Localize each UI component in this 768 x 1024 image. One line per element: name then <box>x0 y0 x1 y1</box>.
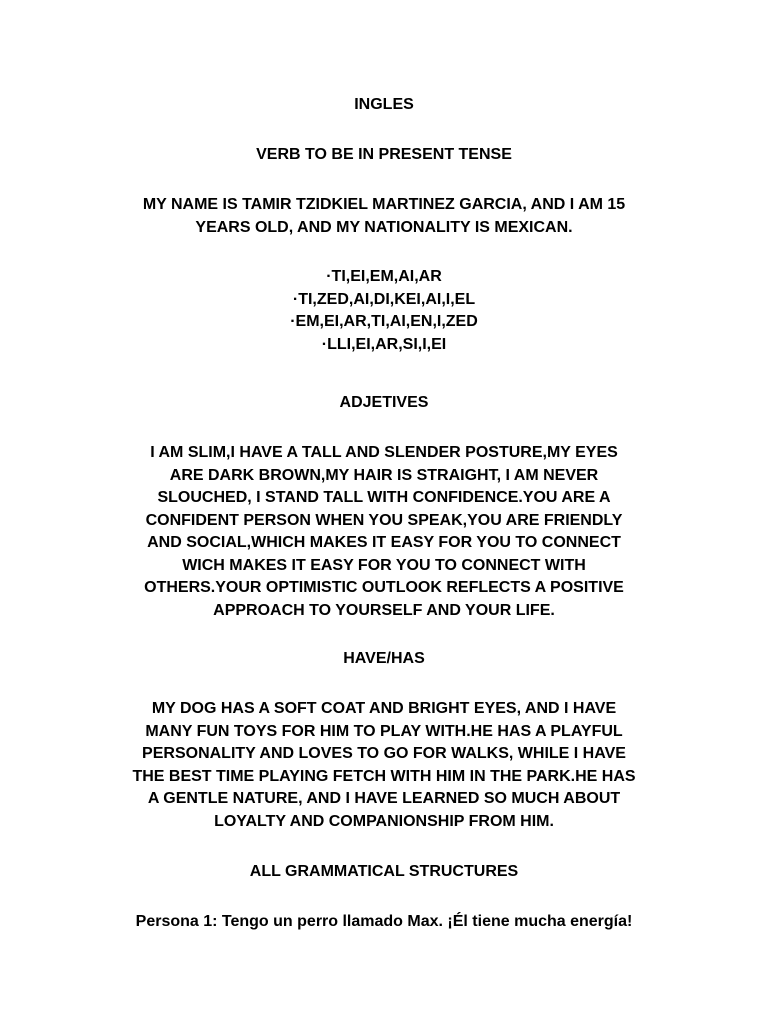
paragraph-line: MY NAME IS TAMIR TZIDKIEL MARTINEZ GARCIA, AND I AM 15 <box>142 196 626 213</box>
paragraph-line: LOYALTY AND COMPANIONSHIP FROM HIM. <box>214 812 554 830</box>
paragraph-line: AND SOCIAL,WHICH MAKES IT EASY FOR YOU TO CONNECT <box>147 534 621 551</box>
paragraph-line: YEARS OLD, AND MY NATIONALITY IS MEXICAN. <box>195 218 573 236</box>
paragraph-line: I AM SLIM,I HAVE A TALL AND SLENDER POSTURE,MY EYES <box>150 444 618 461</box>
paragraph-line: WICH MAKES IT EASY FOR YOU TO CONNECT WITH <box>182 556 586 574</box>
spelling-item: ·LLI,EI,AR,SI,I,EI <box>321 335 447 353</box>
paragraph-line: THE BEST TIME PLAYING FETCH WITH HIM IN THE PARK.HE HAS <box>132 767 636 785</box>
paragraph-line: MY DOG HAS A SOFT COAT AND BRIGHT EYES, AND I HAVE <box>151 700 617 717</box>
intro-paragraph <box>90 194 678 239</box>
spelling-list <box>90 266 678 356</box>
spelling-item: ·TI,ZED,AI,DI,KEI,AI,I,EL <box>292 290 476 308</box>
adjectives-paragraph <box>90 442 678 622</box>
section-heading-have-has: HAVE/HAS <box>343 650 425 667</box>
document-title: INGLES <box>354 96 414 113</box>
section-heading-grammatical-structures: ALL GRAMMATICAL STRUCTURES <box>249 863 519 880</box>
section-heading-verb-to-be: VERB TO BE IN PRESENT TENSE <box>256 146 512 163</box>
dialogue-line: Persona 1: Tengo un perro llamado Max. ¡Él tiene mucha energía! <box>135 913 633 930</box>
paragraph-line: CONFIDENT PERSON WHEN YOU SPEAK,YOU ARE FRIENDLY <box>145 511 623 529</box>
paragraph-line: MANY FUN TOYS FOR HIM TO PLAY WITH.HE HAS A PLAYFUL <box>145 722 623 740</box>
paragraph-line: APPROACH TO YOURSELF AND YOUR LIFE. <box>213 601 555 619</box>
spelling-item: ·EM,EI,AR,TI,AI,EN,I,ZED <box>290 313 478 330</box>
paragraph-line: OTHERS.YOUR OPTIMISTIC OUTLOOK REFLECTS A POSITIVE <box>144 579 624 596</box>
paragraph-line: ARE DARK BROWN,MY HAIR IS STRAIGHT, I AM NEVER <box>169 466 599 484</box>
have-has-paragraph <box>80 698 688 833</box>
paragraph-line: PERSONALITY AND LOVES TO GO FOR WALKS, WHILE I HAVE <box>142 745 626 762</box>
section-heading-adjectives: ADJETIVES <box>339 394 429 411</box>
spelling-item: ·TI,EI,EM,AI,AR <box>326 268 442 285</box>
paragraph-line: A GENTLE NATURE, AND I HAVE LEARNED SO MUCH ABOUT <box>147 790 621 807</box>
paragraph-line: SLOUCHED, I STAND TALL WITH CONFIDENCE.YOU ARE A <box>157 489 611 506</box>
